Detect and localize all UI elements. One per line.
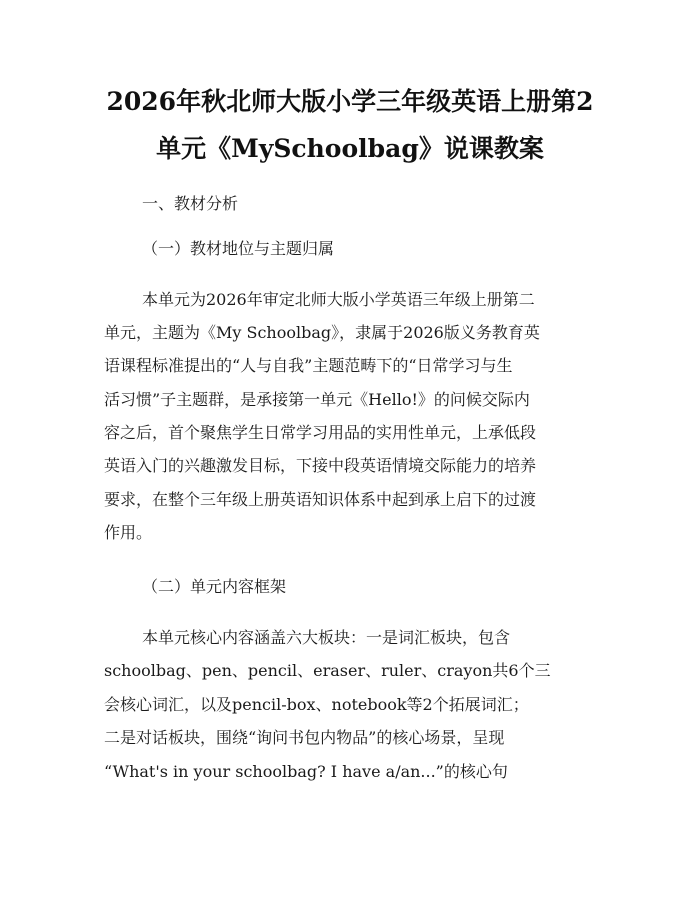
document-title-line-1: 2026年秋北师大版小学三年级英语上册第2 xyxy=(106,87,594,116)
paragraph-line: “What's in your schoolbag? I have a/an...”的核心句 xyxy=(104,762,508,781)
paragraph-line: 会核心词汇，以及pencil-box、notebook等2个拓展词汇； xyxy=(104,695,529,714)
paragraph-line: schoolbag、pen、pencil、eraser、ruler、crayon共6个三 xyxy=(104,661,551,680)
paragraph-line: 容之后，首个聚焦学生日常学习用品的实用性单元，上承低段 xyxy=(104,423,537,442)
subsection-heading-framework: （二）单元内容框架 xyxy=(142,577,287,596)
paragraph-line: 本单元为2026年审定北师大版小学英语三年级上册第二 xyxy=(142,290,535,309)
paragraph-line: 二是对话板块，围绕“询问书包内物品”的核心场景，呈现 xyxy=(104,728,505,747)
paragraph-line: 作用。 xyxy=(104,523,153,542)
paragraph-line: 本单元核心内容涵盖六大板块：一是词汇板块，包含 xyxy=(142,628,511,647)
paragraph-line: 要求，在整个三年级上册英语知识体系中起到承上启下的过渡 xyxy=(104,490,537,509)
section-heading-analysis: 一、教材分析 xyxy=(142,194,239,213)
paragraph-line: 活习惯”子主题群，是承接第一单元《Hello!》的问候交际内 xyxy=(104,390,530,409)
paragraph-line: 英语入门的兴趣激发目标，下接中段英语情境交际能力的培养 xyxy=(104,456,537,475)
paragraph-line: 单元，主题为《My Schoolbag》，隶属于2026版义务教育英 xyxy=(104,323,540,342)
subsection-heading-position: （一）教材地位与主题归属 xyxy=(142,239,335,258)
paragraph-line: 语课程标准提出的“人与自我”主题范畴下的“日常学习与生 xyxy=(104,356,513,375)
document-title-line-2: 单元《MySchoolbag》说课教案 xyxy=(156,134,544,163)
